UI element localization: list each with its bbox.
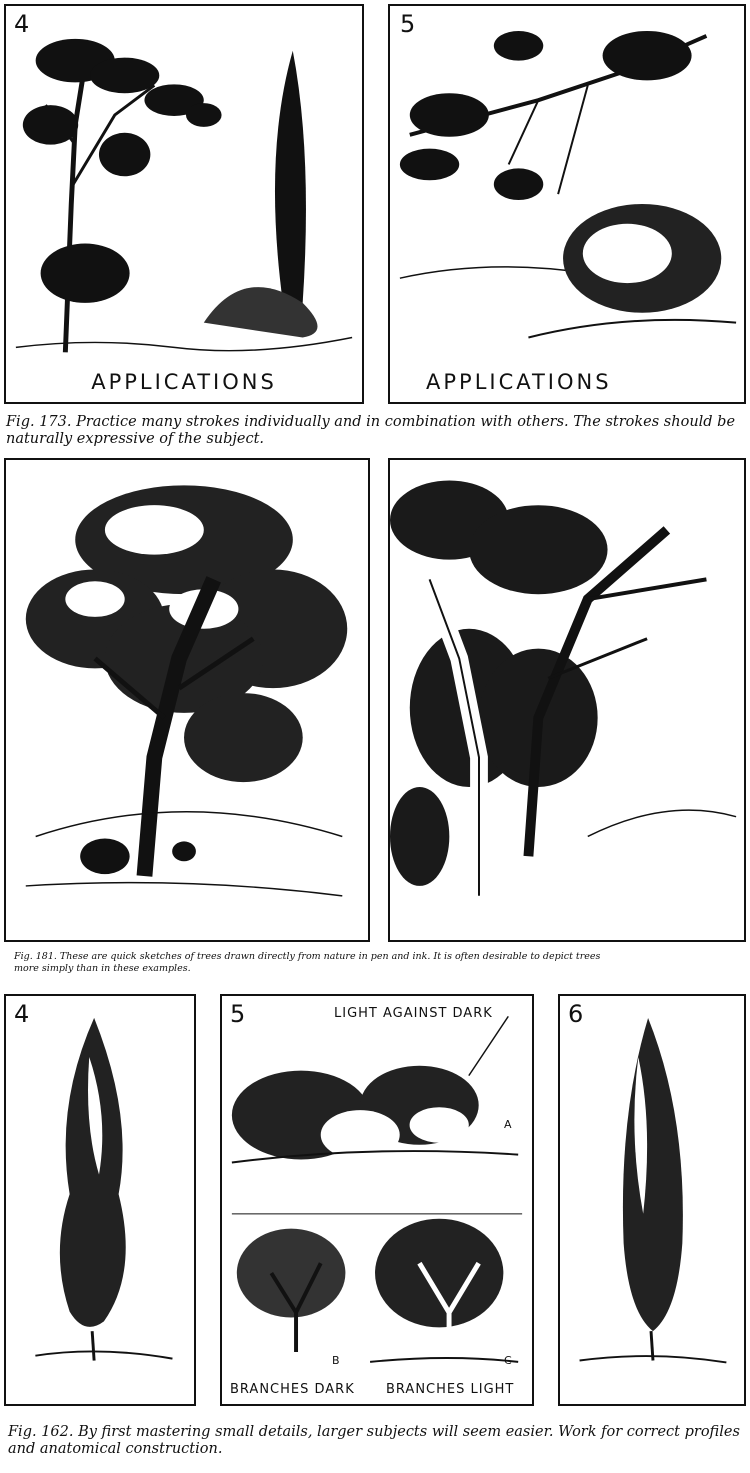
tree-and-cypress-sketch: [6, 6, 362, 402]
label-a: A: [504, 1118, 512, 1131]
label-light-against-dark: LIGHT AGAINST DARK: [334, 1006, 493, 1021]
fig181-panel-left: [4, 458, 370, 942]
fig162-panel-6: [558, 994, 746, 1406]
fig162-panel-4: [4, 994, 196, 1406]
panel-number: 6: [568, 1000, 584, 1028]
gnarled-trees-sketch: [390, 460, 744, 940]
label-c: C: [504, 1354, 512, 1367]
light-dark-branches-sketch: [222, 996, 532, 1404]
label-branches-dark: BRANCHES DARK: [230, 1382, 355, 1397]
fig162-panel-5: [220, 994, 534, 1406]
columnar-tree-sketch: [560, 996, 744, 1404]
panel-number: 4: [14, 10, 30, 38]
panel-number: 5: [400, 10, 416, 38]
panel-title: APPLICATIONS: [91, 370, 277, 394]
fig173-panel-5: [388, 4, 746, 404]
panel-number: 5: [230, 1000, 246, 1028]
label-b: B: [332, 1354, 340, 1367]
large-deciduous-tree-sketch: [6, 460, 368, 940]
fig181-panel-right: [388, 458, 746, 942]
figure-caption-173: Fig. 173. Practice many strokes individually and in combination with others. The strokes should be naturally expressive of the subject.: [6, 414, 736, 447]
poplar-tree-sketch: [6, 996, 194, 1404]
fig173-panel-4: [4, 4, 364, 404]
figure-caption-181: Fig. 181. These are quick sketches of trees drawn directly from nature in pen and ink. It is often desirable to depict trees more simply than in these examples.: [14, 951, 601, 974]
panel-number: 4: [14, 1000, 30, 1028]
branch-and-bush-sketch: [390, 6, 744, 402]
figure-caption-162: Fig. 162. By first mastering small details, larger subjects will seem easier. Work for correct profiles and anatomical construction.: [8, 1424, 740, 1457]
panel-title: APPLICATIONS: [426, 370, 612, 394]
label-branches-light: BRANCHES LIGHT: [386, 1382, 515, 1397]
